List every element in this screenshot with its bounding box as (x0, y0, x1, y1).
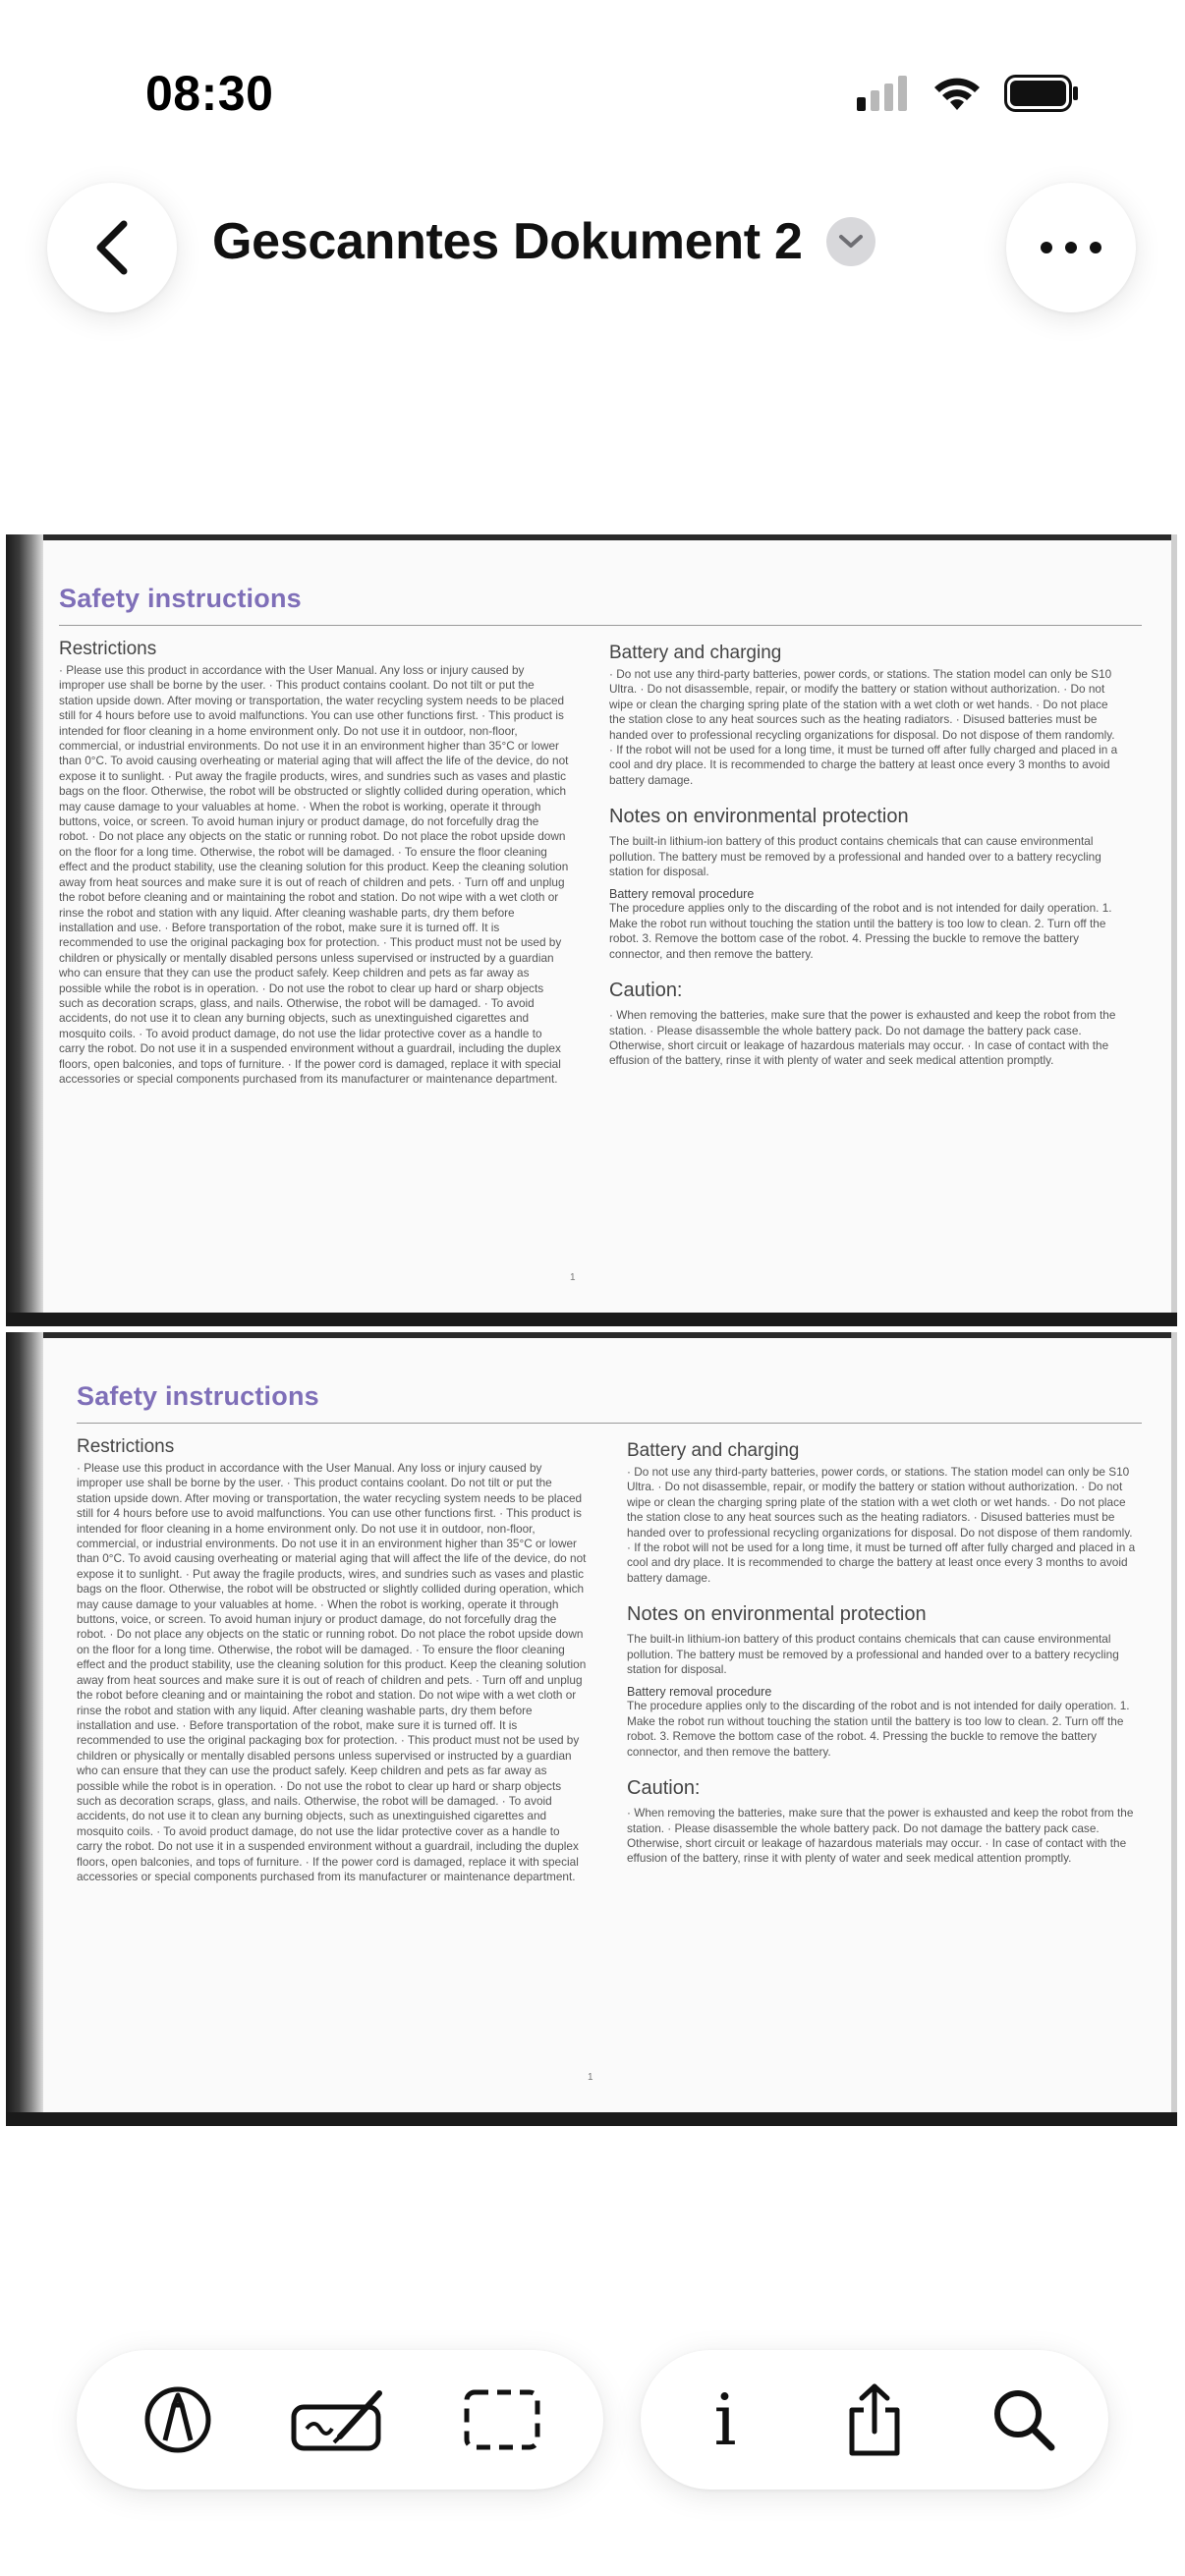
page-edge (1171, 534, 1177, 1326)
scanned-page-2[interactable] (6, 1332, 1177, 2126)
battery-column (627, 1440, 1138, 1867)
removal-text: The procedure applies only to the discarding of the robot and is not intended for daily operation. 1. Make the robot run without touching the station until the battery is too low to clean. 2. Turn off the robot. 3. Remove the bottom case of the robot. 4. Pressing the buckle to remove the battery connector, and then remove the battery. (609, 901, 1112, 961)
battery-icon (1004, 75, 1079, 112)
status-time: 08:30 (145, 66, 274, 121)
signature-icon (291, 2387, 389, 2452)
select-area-button[interactable] (453, 2371, 551, 2469)
safety-title: Safety instructions (77, 1381, 319, 1411)
page-edge (6, 534, 1177, 540)
status-icons (857, 75, 1079, 112)
restrictions-text: · Please use this product in accordance with the User Manual. Any loss or injury caused by improper use shall be borne by the user. · This product contains coolant. Do not tilt or put the station upside down. After moving or transportation, the water recycling system needs to be placed still for 4 hours before use to avoid malfunctions. You can use other functions first. · This product is intended for floor cleaning in a home environment only. Do not use it in outdoor, non-floor, commercial, or industrial environments. Do not use it in an environment higher than 35°C or lower than 0°C. To avoid causing overheating or material aging that will affect the life of the device, do not expose it to sunlight. · Put away the fragile products, wires, and sundries such as vases and plastic bags on the floor. Otherwise, the robot will be obstructed or slightly collided during operation, which may cause damage to your valuables at home. · When the robot is working, operate it through buttons, voice, or screen. To avoid human injury or product damage, do not forcefully drag the robot. · Do not place any objects on the static or running robot. Do not place the robot upside down on the floor for a long time. Otherwise, the robot will be damaged. · To ensure the floor cleaning effect and the product stability, use the cleaning solution for this product. Keep the cleaning solution away from heat sources and make sure it is out of reach of children and pets. · Turn off and unplug the robot before cleaning and or maintaining the robot and station. Do not wipe with a wet cloth or rinse the robot and station with any liquid. After cleaning washable parts, dry them before installation and use. · Before transportation of the robot, make sure it is turned off. It is recommended to use the original packaging box for protection. · This product must not be used by children or physically or mentally disabled persons unless supervised or instructed by a guardian who can ensure that they can use the product safely. Keep children and pets as far away as possible while the robot is in operation. · Do not use the robot to clear up hard or sharp objects such as decoration scraps, glass, and nails. Otherwise, the robot will be damaged. · To avoid accidents, do not use it to clean any burning objects, such as unextinguished cigarettes and mosquito coils. · To avoid product damage, do not use the lidar protective cover as a handle to carry the robot. Do not use it in a suspended environment without a guardrail, including the duplex floors, open balconies, and tops of furniture. · If the power cord is damaged, replace it with special accessories or special components purchased from its manufacturer or maintenance department. (77, 1461, 587, 1883)
info-icon: i (713, 2379, 737, 2461)
scanned-page-1[interactable] (6, 534, 1177, 1326)
document-title-menu[interactable] (212, 212, 875, 271)
toolbar-actions-group (641, 2350, 1108, 2490)
search-button[interactable] (975, 2371, 1073, 2469)
markup-button[interactable] (129, 2371, 227, 2469)
removal-heading: Battery removal procedure (627, 1685, 772, 1700)
signature-button[interactable] (291, 2371, 389, 2469)
page-content (59, 584, 1142, 1297)
restrictions-text: · Please use this product in accordance with the User Manual. Any loss or injury caused by improper use shall be borne by the user. · This product contains coolant. Do not tilt or put the station upside down. After moving or transportation, the water recycling system needs to be placed still for 4 hours before use to avoid malfunctions. You can use other functions first. · This product is intended for floor cleaning in a home environment only. Do not use it in outdoor, non-floor, commercial, or industrial environments. Do not use it in an environment higher than 35°C or lower than 0°C. To avoid causing overheating or material aging that will affect the life of the device, do not expose it to sunlight. · Put away the fragile products, wires, and sundries such as vases and plastic bags on the floor. Otherwise, the robot will be obstructed or slightly collided during operation, which may cause damage to your valuables at home. · When the robot is working, operate it through buttons, voice, or screen. To avoid human injury or product damage, do not forcefully drag the robot. · Do not place any objects on the static or running robot. Do not place the robot upside down on the floor for a long time. Otherwise, the robot will be damaged. · To ensure the floor cleaning effect and the product stability, use the cleaning solution for this product. Keep the cleaning solution away from heat sources and make sure it is out of reach of children and pets. · Turn off and unplug the robot before cleaning and or maintaining the robot and station. Do not wipe with a wet cloth or rinse the robot and station with any liquid. After cleaning washable parts, dry them before installation and use. · Before transportation of the robot, make sure it is turned off. It is recommended to use the original packaging box for protection. · This product must not be used by children or physically or mentally disabled persons unless supervised or instructed by a guardian who can ensure that they can use the product safely. Keep children and pets as far away as possible while the robot is in operation. · Do not use the robot to clear up hard or sharp objects such as decoration scraps, glass, and nails. Otherwise, the robot will be damaged. · To avoid accidents, do not use it to clean any burning objects, such as unextinguished cigarettes and mosquito coils. · To avoid product damage, do not use the lidar protective cover as a handle to carry the robot. Do not use it in a suspended environment without a guardrail, including the duplex floors, open balconies, and tops of furniture. · If the power cord is damaged, replace it with special accessories or special components purchased from its manufacturer or maintenance department. (59, 663, 569, 1086)
ellipsis-icon (1040, 241, 1102, 254)
restrictions-column (59, 639, 570, 1087)
battery-text: · Do not use any third-party batteries, power cords, or stations. The station model can only be S10 Ultra. · Do not disassemble, repair, or modify the battery or station without authorization. · Do not wipe or clean the charging spring plate of the station with a wet cloth or wet hands. · Do not place the station close to any heat sources such as the heating radiators. · Disused batteries must be handed over to professional recycling organizations for disposal. Do not dispose of them randomly. · If the robot will not be used for a long time, it must be turned off after fully charged and placed in a cool and dry place. It is recommended to charge the battery at least once every 3 months to avoid battery damage. (627, 1465, 1136, 1585)
back-button[interactable] (47, 183, 177, 312)
removal-text: The procedure applies only to the discarding of the robot and is not intended for daily operation. 1. Make the robot run without touching the station until the battery is too low to clean. 2. Turn off the robot. 3. Remove the bottom case of the robot. 4. Pressing the buckle to remove the battery connector, and then remove the battery. (627, 1699, 1130, 1759)
title-dropdown[interactable] (826, 217, 875, 266)
restrictions-column (77, 1436, 588, 1884)
divider (77, 1423, 1142, 1424)
environment-text: The built-in lithium-ion battery of this product contains chemicals that can cause environmental pollution. The battery must be removed by a professional and handed over to a battery recycling station for disposal. (609, 834, 1101, 879)
page-binding-shadow (6, 1332, 43, 2126)
page-edge (6, 2112, 1177, 2126)
page-content (77, 1381, 1142, 2097)
search-icon (991, 2387, 1056, 2452)
caution-heading: Caution: (609, 980, 683, 1002)
page-edge (6, 1332, 1177, 1338)
page-edge (6, 1313, 1177, 1326)
status-bar (0, 0, 1185, 187)
restrictions-heading: Restrictions (59, 639, 157, 659)
document-title[interactable]: Gescanntes Dokument 2 (212, 213, 803, 270)
environment-heading: Notes on environmental protection (609, 806, 909, 828)
battery-heading: Battery and charging (609, 643, 782, 663)
chevron-left-icon (92, 218, 132, 277)
page-edge (1171, 1332, 1177, 2126)
environment-text: The built-in lithium-ion battery of this product contains chemicals that can cause environmental pollution. The battery must be removed by a professional and handed over to a battery recycling station for disposal. (627, 1632, 1119, 1677)
cellular-signal-icon (857, 76, 910, 111)
caution-heading: Caution: (627, 1777, 701, 1800)
caution-text: · When removing the batteries, make sure that the power is exhausted and keep the robot from the station. · Please disassemble the whole battery pack. Do not damage the battery pack case. Otherwise, short circuit or leakage of hazardous materials may occur. · In case of contact with the effusion of the battery, rinse it with plenty of water and seek medical attention promptly. (609, 1008, 1116, 1068)
info-button[interactable] (676, 2371, 774, 2469)
divider (59, 625, 1142, 626)
caution-text: · When removing the batteries, make sure that the power is exhausted and keep the robot from the station. · Please disassemble the whole battery pack. Do not damage the battery pack case. Otherwise, short circuit or leakage of hazardous materials may occur. · In case of contact with the effusion of the battery, rinse it with plenty of water and seek medical attention promptly. (627, 1806, 1134, 1866)
toolbar-edit-group (77, 2350, 603, 2490)
battery-text: · Do not use any third-party batteries, power cords, or stations. The station model can only be S10 Ultra. · Do not disassemble, repair, or modify the battery or station without authorization. · Do not wipe or clean the charging spring plate of the station with a wet cloth or wet hands. · Do not place the station close to any heat sources such as the heating radiators. · Disused batteries must be handed over to professional recycling organizations for disposal. Do not dispose of them randomly. · If the robot will not be used for a long time, it must be turned off after fully charged and placed in a cool and dry place. It is recommended to charge the battery at least once every 3 months to avoid battery damage. (609, 667, 1118, 787)
chevron-down-icon (838, 234, 864, 250)
safety-title: Safety instructions (59, 584, 302, 613)
battery-heading: Battery and charging (627, 1440, 800, 1461)
more-button[interactable] (1006, 183, 1136, 312)
share-icon (844, 2382, 905, 2457)
removal-heading: Battery removal procedure (609, 887, 755, 902)
page-number: 1 (570, 1272, 576, 1283)
battery-column (609, 643, 1120, 1069)
page-binding-shadow (6, 534, 43, 1326)
select-area-icon (463, 2388, 541, 2451)
wifi-icon (931, 75, 983, 112)
restrictions-heading: Restrictions (77, 1436, 175, 1457)
environment-heading: Notes on environmental protection (627, 1603, 927, 1626)
share-button[interactable] (825, 2371, 924, 2469)
markup-icon (143, 2385, 212, 2454)
page-number: 1 (588, 2072, 593, 2083)
